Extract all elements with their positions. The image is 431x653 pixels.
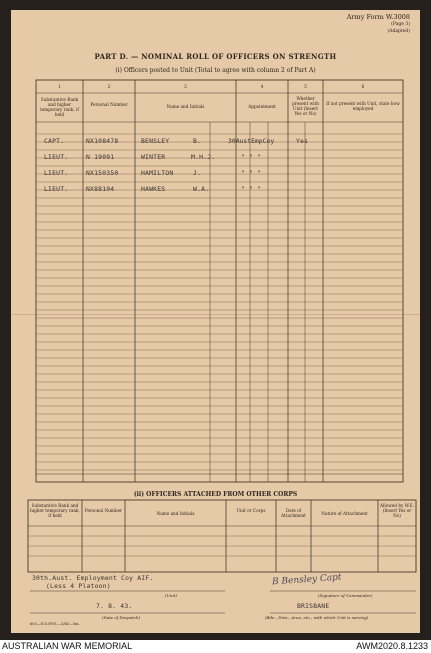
row4-name: HAWKES [141,185,166,193]
row2-rank: LIEUT. [44,153,69,161]
header-employment: If not present with Unit, state how employed [326,101,400,111]
commander-signature: B Bensley Capt [271,572,342,588]
row1-name: BENSLEY [141,137,170,145]
section2-title: (ii) OFFICERS ATTACHED FROM OTHER CORPS [133,491,298,498]
header-name: Name and Initials [166,104,205,109]
col-number-5: 5 [304,84,307,89]
row2-number: N 19091 [86,153,115,161]
unit-name-line1: 30th.Aust. Employment Coy AIF. [32,574,154,582]
unit-caption: (Unit) [165,593,177,598]
row1-initials: B. [193,137,202,145]
header-appointment: Appointment [248,104,276,109]
header2-allowed-we: Allowed by W.E. (Insert Yes or No) [380,503,414,518]
row3-number: NX150350 [86,169,119,177]
row1-rank: CAPT. [44,137,65,145]
row4-initials: W.A. [193,185,210,193]
header2-personal-number: Personal Number [84,508,123,513]
row1-number: NX108478 [86,137,119,145]
part-title: PART D. — NOMINAL ROLL OF OFFICERS ON STRENGTH [94,52,337,61]
header2-unit-corps: Unit or Corps [236,508,266,513]
row4-rank: LIEUT. [44,185,69,193]
row3-appointment: " " " [241,169,262,177]
col-number-1: 1 [58,84,61,89]
header2-nature-attachment: Nature of Attachment [321,511,368,516]
signature-caption: (Signature of Commander) [318,593,373,598]
despatch-date: 7. 8. 43. [96,602,133,610]
header-personal-number: Personal Number [90,102,128,107]
section1-title: (i) Officers posted to Unit (Total to agree with column 2 of Part A) [115,67,316,74]
col-number-3: 3 [184,84,187,89]
row1-appointment: 30AustEmpCoy [228,137,275,145]
row3-initials: J. [193,169,202,177]
date-caption: (Date of Despatch) [102,615,141,620]
header-present: Whether present with Unit (Insert Yes or No) [292,96,319,116]
header2-name: Name and Initials [156,511,195,516]
row2-initials: M.H.J. [191,153,216,161]
row4-number: NX88104 [86,185,115,193]
col-number-4: 4 [260,84,264,89]
row4-appointment: " " " [241,185,262,193]
header2-date-attachment: Date of Attachment [281,508,306,518]
col-number-6: 6 [361,84,365,89]
header2-rank: Substantive Rank and higher temporary rank, if held [30,503,80,518]
form-page: (Page 3) [391,22,410,27]
unit-name-line2: (Less 4 Platoon) [46,582,111,590]
form-adapted: (Adapted) [387,29,410,34]
print-code: 603—N.G.P.P.S.—3/43—5m. [30,622,80,626]
row3-name: HAMILTON [141,169,174,177]
archive-reference: AWM2020.8.1233 [356,641,428,651]
archive-caption-bar [0,640,431,653]
row2-appointment: " " " [241,153,262,161]
location-caption: (Bde., Divn., Area, etc., with which Unit is serving) [265,615,369,620]
form-title: Army Form W.3008 [346,13,410,21]
header-rank: Substantive Rank and higher temporary rank, if held [40,97,79,117]
serving-location: BRISBANE [297,602,330,610]
col-number-2: 2 [107,84,111,89]
archive-name: AUSTRALIAN WAR MEMORIAL [2,641,133,651]
row1-present: Yes [296,137,309,145]
row2-name: WINTER [141,153,166,161]
row3-rank: LIEUT. [44,169,69,177]
